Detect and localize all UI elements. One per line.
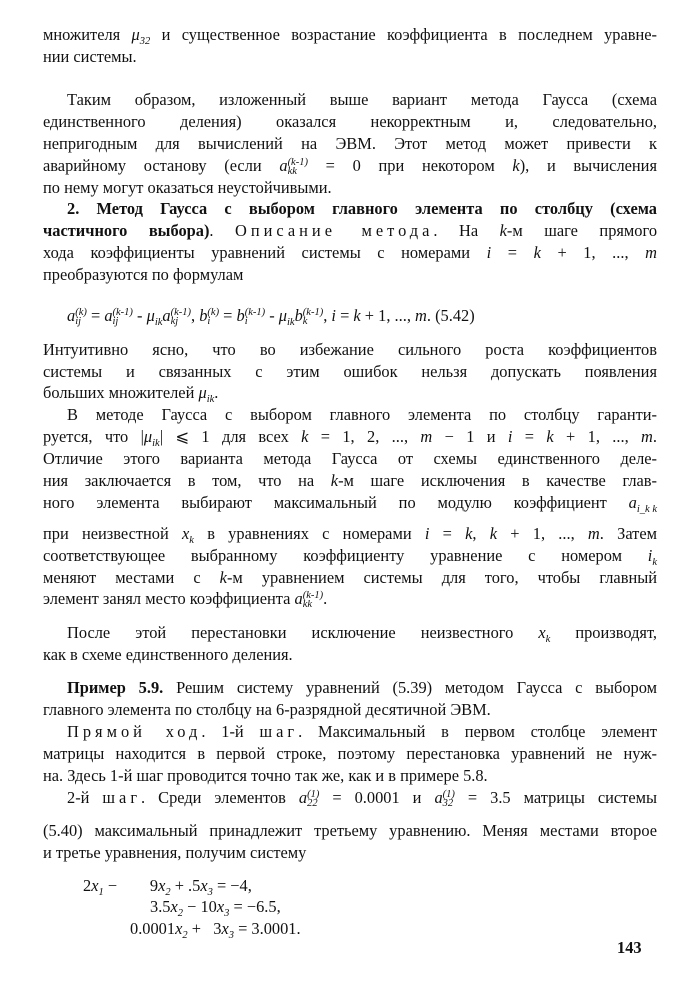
text-line xyxy=(43,821,657,841)
text-run: при неизвестной xyxy=(43,524,183,543)
math-variable: m xyxy=(645,243,657,262)
text-run: . xyxy=(214,383,219,402)
text-line xyxy=(43,546,657,569)
math-variable: a xyxy=(434,788,443,807)
superscript: (k-1) xyxy=(302,307,324,319)
subscript: 22 xyxy=(307,798,318,810)
text-run: единственного деления) оказался некорректным и, следовательно, xyxy=(43,112,657,131)
math-variable: x xyxy=(170,897,178,916)
subscript: ik xyxy=(152,438,160,449)
text-run: + 1, ..., xyxy=(540,243,646,262)
text-line xyxy=(43,47,657,67)
text-line xyxy=(43,766,657,786)
subscript: ij xyxy=(112,316,119,328)
math-variable: k xyxy=(533,243,541,262)
math-variable: k xyxy=(499,221,507,240)
text-run: непригодным для вычислений на ЭВМ. Этот метод может привести к xyxy=(43,134,657,153)
math-variable: x xyxy=(158,876,166,895)
math-variable: x xyxy=(538,623,546,642)
text-line xyxy=(43,471,657,491)
subscript: 2 xyxy=(177,908,184,919)
text-line xyxy=(43,265,657,285)
math-symbol xyxy=(648,546,657,569)
subscript: 2 xyxy=(182,930,188,941)
text-run: ного элемента выбирают максимальный по модулю коэффициент xyxy=(43,493,629,512)
text-run: элемент занял место коэффициента xyxy=(43,589,295,608)
text-run: соответствующее выбранному коэффициенту уравнение с номером xyxy=(43,546,648,565)
text-run: на. Здесь 1-й шаг проводится точно так же, как и в примере 5.8. xyxy=(43,766,488,785)
page-number: 143 xyxy=(617,938,642,957)
math-variable: i xyxy=(647,546,653,565)
math-variable: k xyxy=(353,306,361,325)
subscript: ij xyxy=(75,316,82,328)
text-line xyxy=(67,788,657,808)
subscript: 3 xyxy=(224,908,230,919)
text-run: = 1, 2, ..., xyxy=(308,427,421,446)
math-symbol xyxy=(217,897,230,920)
math-symbol xyxy=(220,568,227,588)
text-run: . (5.42) xyxy=(426,306,475,325)
text-run: , xyxy=(323,306,332,325)
text-line xyxy=(67,90,657,110)
math-scripts xyxy=(113,308,133,326)
math-symbol xyxy=(279,306,295,329)
math-symbol xyxy=(420,427,432,447)
math-variable: m xyxy=(641,427,653,446)
text-run: − 10 xyxy=(183,897,217,916)
text-run: -м шаге исключения в качестве глав- xyxy=(338,471,657,490)
text-run: меняют местами с xyxy=(43,568,220,587)
text-run: Решим систему уравнений (5.39) методом Гаусса с выбором xyxy=(163,678,657,697)
text-run: больших множителей xyxy=(43,383,199,402)
text-run: + 1, ..., xyxy=(553,427,642,446)
math-symbol xyxy=(588,524,600,544)
text-run: = xyxy=(491,243,534,262)
subscript: i xyxy=(207,316,211,328)
math-symbol xyxy=(295,306,324,326)
text-line xyxy=(43,589,657,609)
superscript: (1) xyxy=(307,789,320,801)
text-run: и существенное возрастание коэффициента в последнем уравне- xyxy=(150,25,657,44)
superscript: (k) xyxy=(75,307,87,319)
subscript: ik xyxy=(206,394,215,405)
superscript: (k-1) xyxy=(170,307,191,319)
text-run: . xyxy=(652,427,657,446)
text-line xyxy=(67,199,657,219)
math-symbol xyxy=(629,493,657,516)
math-symbol xyxy=(534,243,541,263)
math-symbol xyxy=(162,306,191,326)
math-symbol xyxy=(175,919,188,942)
math-variable: a xyxy=(298,788,308,807)
math-symbol xyxy=(144,427,160,450)
subscript: 3 xyxy=(207,887,213,898)
text-run: . Затем xyxy=(599,524,657,543)
subscript: k xyxy=(652,557,657,568)
math-symbol xyxy=(500,221,507,241)
superscript: (k-1) xyxy=(244,307,266,319)
math-symbol xyxy=(279,156,308,176)
text-run: = xyxy=(512,427,547,446)
text-run: (5.40) максимальный принадлежит третьему уравнению. Меняя местами второе xyxy=(43,821,657,840)
text-run: и третье уравнения, получим систему xyxy=(43,843,307,862)
math-variable: a xyxy=(104,306,113,325)
math-scripts xyxy=(303,591,323,609)
math-variable: a xyxy=(67,306,76,325)
spaced-text: шаг xyxy=(259,722,299,741)
math-variable: μ xyxy=(143,427,153,446)
text-run: в уравнениях с номерами xyxy=(193,524,425,543)
text-run: . 1-й xyxy=(201,722,260,741)
text-run: = −4, xyxy=(212,876,252,895)
text-run: как в схеме единственного деления. xyxy=(43,645,293,664)
subscript: k xyxy=(189,535,194,546)
text-run: Таким образом, изложенный выше вариант метода Гаусса (схема xyxy=(67,90,657,109)
text-run: преобразуются по формулам xyxy=(43,265,244,284)
math-variable: a xyxy=(628,493,637,512)
math-variable: k xyxy=(512,156,520,175)
math-symbol xyxy=(199,306,219,326)
text-run: = xyxy=(335,306,354,325)
text-run: . На xyxy=(433,221,500,240)
text-run: = xyxy=(219,306,237,325)
math-symbol xyxy=(200,876,213,899)
text-line xyxy=(43,700,657,720)
equation-line xyxy=(150,897,281,920)
text-run: 3.5 xyxy=(150,897,171,916)
text-run: системы и связанных с этим ошибок нельзя допускать появления xyxy=(43,362,657,381)
text-run: производят, xyxy=(550,623,657,642)
text-run: . xyxy=(209,221,236,240)
math-symbol xyxy=(221,919,234,942)
spaced-text: Описание метода xyxy=(235,221,434,240)
text-run: Интуитивно ясно, что во избежание сильного роста коэффициентов xyxy=(43,340,657,359)
subscript: kk xyxy=(287,166,297,178)
math-variable: i xyxy=(424,524,430,543)
text-run: - xyxy=(265,306,279,325)
equation-line xyxy=(83,876,252,899)
math-symbol xyxy=(546,427,553,447)
bold-text: Пример 5.9. xyxy=(67,678,164,697)
math-symbol xyxy=(512,156,519,176)
math-symbol xyxy=(295,589,324,609)
text-run: = 3.5 матрицы системы xyxy=(454,788,657,807)
text-run: хода коэффициенты уравнений системы с номерами xyxy=(43,243,487,262)
math-scripts xyxy=(207,308,219,326)
math-variable: x xyxy=(175,919,183,938)
math-scripts xyxy=(171,308,191,326)
subscript: 1 xyxy=(98,887,104,898)
math-variable: k xyxy=(465,524,473,543)
text-run: + 1, ..., xyxy=(497,524,588,543)
text-line xyxy=(43,524,657,547)
math-variable: a xyxy=(279,156,288,175)
math-variable: b xyxy=(236,306,245,325)
text-line xyxy=(43,156,657,176)
math-symbol xyxy=(182,524,194,547)
text-line xyxy=(43,645,657,665)
math-symbol xyxy=(415,306,427,326)
subscript: 32 xyxy=(442,798,454,810)
math-symbol xyxy=(104,306,133,326)
text-line xyxy=(43,340,657,360)
text-run: ния заключается в том, что на xyxy=(43,471,331,490)
text-run: = 0.0001 и xyxy=(319,788,435,807)
math-variable: x xyxy=(200,876,208,895)
text-run: -м уравнением системы для того, чтобы главный xyxy=(226,568,657,587)
math-variable: x xyxy=(221,919,229,938)
math-variable: i xyxy=(507,427,513,446)
text-run: | ⩽ 1 для всех xyxy=(159,427,302,446)
text-line xyxy=(43,134,657,154)
text-run: 2 xyxy=(83,876,92,895)
math-variable: b xyxy=(294,306,303,325)
text-run: . Среди элементов xyxy=(141,788,299,807)
text-line xyxy=(67,623,657,646)
math-variable: m xyxy=(420,427,433,446)
math-variable: a xyxy=(294,589,303,608)
text-run: главного элемента по столбцу на 6-разрядной десятичной ЭВМ. xyxy=(43,700,491,719)
text-line xyxy=(43,568,657,588)
text-run: . xyxy=(323,589,328,608)
subscript: i xyxy=(244,316,248,328)
math-variable: x xyxy=(91,876,99,895)
text-run: . Максимальный в первом столбце элемент xyxy=(298,722,657,741)
text-line xyxy=(67,722,657,742)
text-line xyxy=(67,678,657,698)
math-symbol xyxy=(67,306,87,326)
subscript: kj xyxy=(170,316,179,328)
subscript: 2 xyxy=(165,887,171,898)
text-line xyxy=(43,221,657,241)
text-run: = 3.0001. xyxy=(233,919,301,938)
math-scripts xyxy=(75,308,87,326)
subscript: k xyxy=(545,634,551,645)
text-line xyxy=(43,178,657,198)
spaced-text: Прямой ход xyxy=(67,722,202,741)
math-variable: k xyxy=(546,427,554,446)
math-symbol xyxy=(299,788,319,808)
math-variable: k xyxy=(301,427,309,446)
math-symbol xyxy=(331,471,338,491)
math-symbol xyxy=(198,383,214,406)
text-run: − 1 и xyxy=(432,427,508,446)
math-symbol xyxy=(171,897,184,920)
text-run: -м шаге прямого xyxy=(506,221,658,240)
text-run: руется, что | xyxy=(43,427,144,446)
text-run: После этой перестановки исключение неизвестного xyxy=(67,623,539,642)
text-line xyxy=(43,493,657,516)
text-run: множителя xyxy=(43,25,132,44)
bold-text: частичного выбора) xyxy=(43,221,210,240)
text-run: аварийному останову (если xyxy=(43,156,280,175)
subscript: 3 xyxy=(228,930,234,941)
text-line xyxy=(43,843,657,863)
text-run: = xyxy=(86,306,105,325)
text-line xyxy=(43,427,657,450)
math-symbol xyxy=(353,306,360,326)
math-variable: i xyxy=(331,306,336,325)
math-scripts xyxy=(303,308,323,326)
math-symbol xyxy=(538,623,550,646)
equation-line xyxy=(130,919,301,942)
superscript: (1) xyxy=(442,789,455,801)
subscript: i_k k xyxy=(636,504,657,515)
text-run: ), и вычисления xyxy=(519,156,657,175)
text-line xyxy=(67,405,657,425)
superscript: (k-1) xyxy=(287,157,308,169)
math-variable: k xyxy=(219,568,227,587)
text-run: = 0 при некотором xyxy=(307,156,513,175)
math-variable: μ xyxy=(278,306,288,325)
bold-text: 2. Метод Гаусса с выбором главного элемента по столбцу (схема xyxy=(67,199,657,218)
subscript: kk xyxy=(302,599,313,611)
text-run: + 1, ..., xyxy=(360,306,416,325)
superscript: (k-1) xyxy=(302,590,324,602)
math-variable: b xyxy=(199,306,208,325)
text-line xyxy=(43,383,657,406)
math-variable: x xyxy=(216,897,225,916)
math-variable: a xyxy=(162,306,171,325)
math-symbol xyxy=(490,524,497,544)
text-run: нии системы. xyxy=(43,47,137,66)
superscript: (k) xyxy=(207,307,220,319)
text-run: = xyxy=(429,524,466,543)
text-run: - xyxy=(132,306,147,325)
text-line xyxy=(43,25,657,48)
spaced-text: шаг xyxy=(102,788,142,807)
superscript: (k-1) xyxy=(112,307,133,319)
text-run: + 3 xyxy=(187,919,222,938)
text-run: матрицы находится в первой строке, поэтому перестановка уравнений не нуж- xyxy=(43,744,657,763)
math-variable: μ xyxy=(198,383,207,402)
math-symbol xyxy=(237,306,266,326)
text-line xyxy=(43,243,657,263)
math-scripts xyxy=(443,790,455,808)
text-line xyxy=(43,112,657,132)
text-run: по нему могут оказаться неустойчивыми. xyxy=(43,178,332,197)
math-variable: k xyxy=(489,524,498,543)
math-variable: μ xyxy=(146,306,155,325)
text-line xyxy=(43,744,657,764)
math-scripts xyxy=(245,308,265,326)
math-variable: x xyxy=(182,524,190,543)
math-scripts xyxy=(288,158,308,176)
text-run: + .5 xyxy=(170,876,201,895)
math-variable: i xyxy=(486,243,492,262)
text-line xyxy=(43,362,657,382)
math-variable: m xyxy=(587,524,600,543)
text-line xyxy=(43,449,657,469)
subscript: 32 xyxy=(139,36,151,47)
math-symbol xyxy=(158,876,171,899)
subscript: ik xyxy=(287,317,295,328)
subscript: ik xyxy=(154,317,163,328)
math-variable: m xyxy=(415,306,427,325)
math-symbol xyxy=(132,25,151,48)
text-line xyxy=(67,306,657,329)
math-symbol xyxy=(641,427,653,447)
math-scripts xyxy=(307,790,319,808)
text-run: Отличие этого варианта метода Гаусса от схемы единственного деле- xyxy=(43,449,657,468)
text-run: , xyxy=(472,524,490,543)
text-run: 2-й xyxy=(67,788,103,807)
text-run: В методе Гаусса с выбором главного элемента по столбцу гаранти- xyxy=(67,405,657,424)
math-symbol xyxy=(434,788,454,808)
math-symbol xyxy=(147,306,163,329)
text-run: 0.0001 xyxy=(130,919,176,938)
math-variable: μ xyxy=(131,25,140,44)
math-variable: k xyxy=(330,471,339,490)
text-run: − 9 xyxy=(103,876,159,895)
text-run: , xyxy=(191,306,200,325)
math-symbol xyxy=(91,876,104,899)
text-run: = −6.5, xyxy=(229,897,281,916)
math-symbol xyxy=(645,243,657,263)
subscript: k xyxy=(302,316,308,328)
